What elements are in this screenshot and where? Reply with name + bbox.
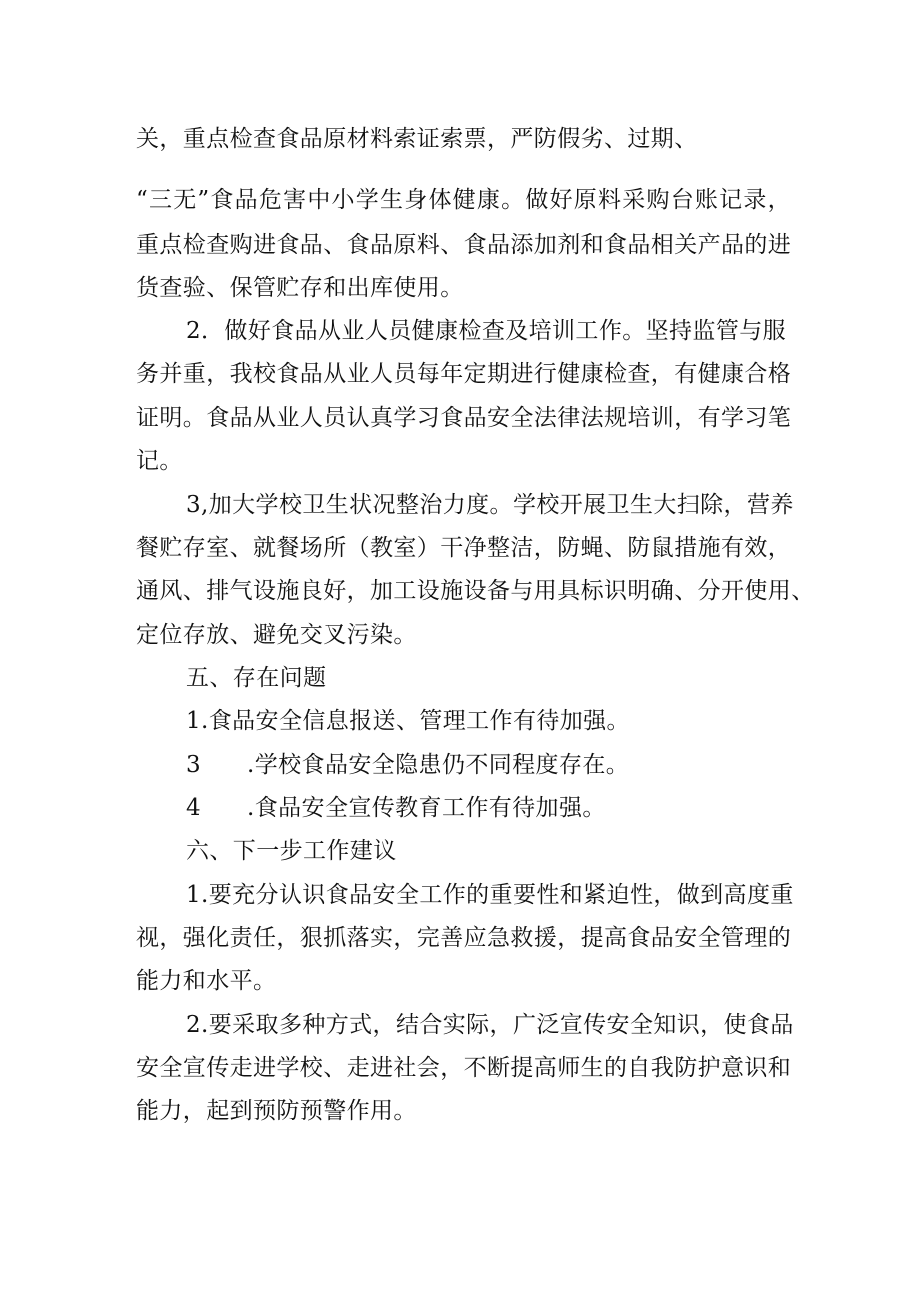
line-4: 货查验、保管贮存和出库使用。: [136, 275, 464, 301]
line-14: 1.食品安全信息报送、管理工作有待加强。: [186, 708, 630, 734]
section-five-heading: 五、存在问题: [186, 665, 327, 691]
item-text: .食品安全宣传教育工作有待加强。: [247, 795, 606, 821]
line-16: [186, 793, 866, 823]
line-2: “三无”食品危害中小学生身体健康。做好原料采购台账记录，: [136, 187, 791, 213]
section-six-heading: 六、下一步工作建议: [186, 838, 397, 864]
line-6: 务并重，我校食品从业人员每年定期进行健康检查，有健康合格: [136, 361, 792, 387]
line-9: 3,加大学校卫生状况整治力度。学校开展卫生大扫除，营养: [186, 492, 794, 518]
line-11: 通风、排气设施良好，加工设施设备与用具标识明确、分开使用、: [136, 578, 815, 604]
line-3: 重点检查购进食品、食品原料、食品添加剂和食品相关产品的进: [136, 232, 792, 258]
line-12: 定位存放、避免交叉污染。: [136, 622, 417, 648]
line-21: 2.要采取多种方式，结合实际，广泛宣传安全知识，使食品: [186, 1012, 794, 1038]
item-text: .学校食品安全隐患仍不同程度存在。: [247, 752, 630, 778]
line-18: 1.要充分认识食品安全工作的重要性和紧迫性，做到高度重: [186, 882, 794, 908]
item-number: 3: [186, 752, 202, 778]
line-1: 关，重点检查食品原材料索证索票，严防假劣、过期、: [136, 126, 698, 152]
line-15: [186, 750, 866, 780]
item-number: 4: [186, 795, 202, 821]
line-10: 餐贮存室、就餐场所（教室）干净整洁，防蝇、防鼠措施有效，: [136, 535, 792, 561]
line-8: 记。: [136, 448, 183, 474]
line-19: 视，强化责任，狠抓落实，完善应急救援，提高食品安全管理的: [136, 925, 792, 951]
line-22: 安全宣传走进学校、走进社会，不断提高师生的自我防护意识和: [136, 1055, 792, 1081]
line-23: 能力，起到预防预警作用。: [136, 1098, 417, 1124]
line-5: 2．做好食品从业人员健康检查及培训工作。坚持监管与服: [186, 318, 787, 344]
line-20: 能力和水平。: [136, 968, 277, 994]
line-7: 证明。食品从业人员认真学习食品安全法律法规培训，有学习笔: [136, 405, 792, 431]
